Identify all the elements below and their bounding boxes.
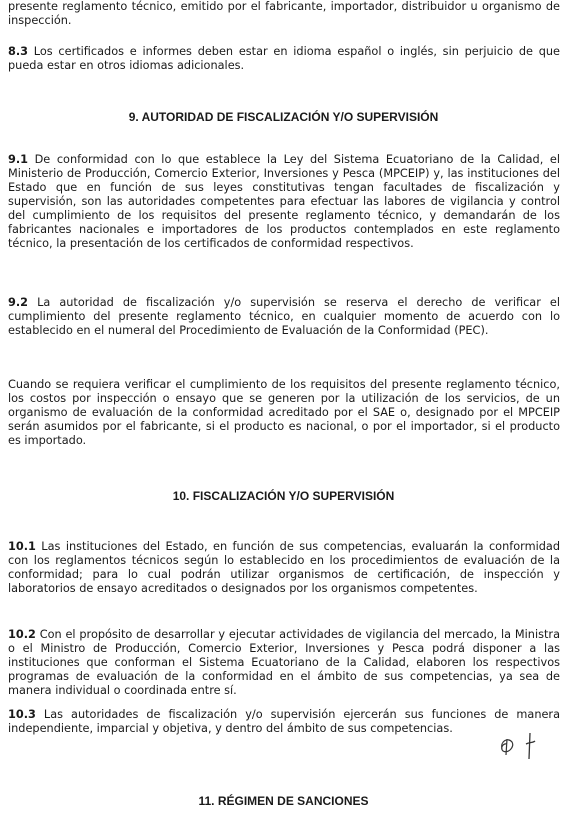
paragraph-9-2: 9.2 La autoridad de fiscalización y/o supervisión se reserva el derecho de verificar el cumplimiento del presente reglamento técnico, en cualquier momento de acuerdo con lo establecido en el numeral del Procedimiento de Evaluación de la Conformidad (PEC). [8,296,560,337]
clause-number: 9.1 [8,153,29,166]
paragraph-9-1: 9.1 De conformidad con lo que establece la Ley del Sistema Ecuatoriano de la Calidad, el Ministerio de Producción, Comercio Exterior, Inversiones y Pesca (MPCEIP) y, las instituciones del Estado que en función de sus leyes constitutivas tengan facultades de fiscalización y supervisión, son las autoridades competentes para efectuar las labores de vigilancia y control del cumplimiento de los requisitos del presente reglamento técnico, y demandarán de los fabricantes nacionales e importadores de los productos contemplados en este reglamento técnico, la presentación de los certificados de conformidad respectivos. [8,153,560,250]
paragraph-continuation: presente reglamento técnico, emitido por el fabricante, importador, distribuidor u organismo de inspección. [8,0,560,27]
clause-number: 8.3 [8,45,29,58]
paragraph-9-cost: Cuando se requiera verificar el cumplimiento de los requisitos del presente reglamento técnico, los costos por inspección o ensayo que se generen por la utilización de los servicios, de un organismo de evaluación de la conformidad acreditado por el SAE o, designado por el MPCEIP serán asumidos por el fabricante, si el producto es nacional, o por el importador, si el producto es importado. [8,378,560,447]
paragraph-10-3: 10.3 Las autoridades de fiscalización y/o supervisión ejercerán sus funciones de manera independiente, imparcial y objetiva, y dentro del ámbito de sus competencias. [8,708,560,735]
section-heading-10: 10. FISCALIZACIÓN Y/O SUPERVISIÓN [172,489,395,503]
paragraph-10-1: 10.1 Las instituciones del Estado, en función de sus competencias, evaluarán la conformidad con los reglamentos técnicos según lo establecido en los procedimientos de evaluación de la conformidad; para lo cual podrán utilizar organismos de certificación, de inspección y laboratorios de ensayo acreditados o designados por los organismos competentes. [8,540,560,595]
clause-number: 10.1 [8,540,36,553]
clause-number: 9.2 [8,296,29,309]
clause-number: 10.3 [8,708,36,721]
paragraph-8-3: 8.3 Los certificados e informes deben estar en idioma español o inglés, sin perjuicio de que pueda estar en otros idiomas adicionales. [8,45,560,72]
clause-number: 10.2 [8,628,36,641]
handwritten-initials [494,727,544,763]
paragraph-10-2: 10.2 Con el propósito de desarrollar y ejecutar actividades de vigilancia del mercado, la Ministra o el Ministro de Producción, Comercio Exterior, Inversiones y Pesca podrá disponer a las instituciones que conforman el Sistema Ecuatoriano de la Calidad, elaboren los respectivos programas de evaluación de la conformidad en el ámbito de sus competencias, ya sea de manera individual o coordinada entre sí. [8,628,560,697]
section-heading-11: 11. RÉGIMEN DE SANCIONES [198,794,369,808]
section-heading-9: 9. AUTORIDAD DE FISCALIZACIÓN Y/O SUPERVISIÓN [128,110,439,124]
